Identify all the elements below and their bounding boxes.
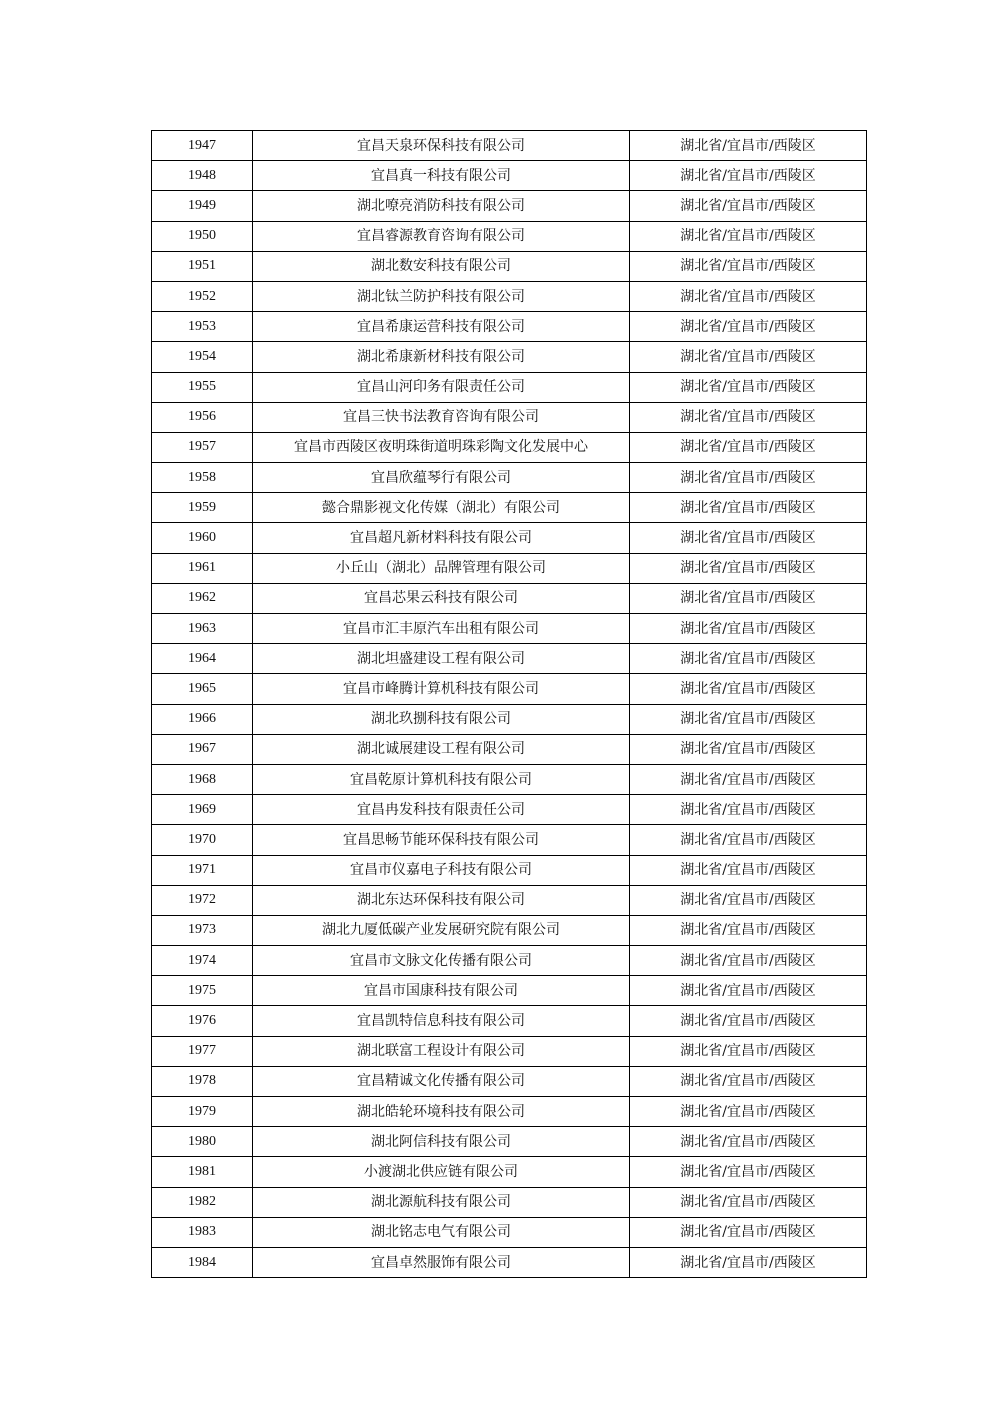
company-name-cell: 湖北玖捌科技有限公司	[253, 704, 630, 734]
row-number-cell: 1965	[152, 674, 253, 704]
company-name-cell: 宜昌思畅节能环保科技有限公司	[253, 825, 630, 855]
row-number-cell: 1964	[152, 644, 253, 674]
region-cell: 湖北省/宜昌市/西陵区	[630, 221, 867, 251]
region-cell: 湖北省/宜昌市/西陵区	[630, 432, 867, 462]
table-row	[152, 1006, 867, 1036]
table-row	[152, 674, 867, 704]
table-row	[152, 251, 867, 281]
region-cell: 湖北省/宜昌市/西陵区	[630, 463, 867, 493]
row-number-cell: 1955	[152, 372, 253, 402]
region-cell: 湖北省/宜昌市/西陵区	[630, 402, 867, 432]
table-row	[152, 1127, 867, 1157]
table-row	[152, 764, 867, 794]
region-cell: 湖北省/宜昌市/西陵区	[630, 674, 867, 704]
table-row	[152, 1187, 867, 1217]
company-name-cell: 宜昌市国康科技有限公司	[253, 976, 630, 1006]
company-list-body	[152, 131, 867, 1278]
company-name-cell: 宜昌市汇丰原汽车出租有限公司	[253, 614, 630, 644]
company-name-cell: 宜昌市峰腾计算机科技有限公司	[253, 674, 630, 704]
company-name-cell: 宜昌天泉环保科技有限公司	[253, 131, 630, 161]
table-row	[152, 131, 867, 161]
company-name-cell: 湖北铭志电气有限公司	[253, 1217, 630, 1247]
region-cell: 湖北省/宜昌市/西陵区	[630, 342, 867, 372]
region-cell: 湖北省/宜昌市/西陵区	[630, 493, 867, 523]
company-name-cell: 湖北坦盛建设工程有限公司	[253, 644, 630, 674]
table-row	[152, 795, 867, 825]
row-number-cell: 1980	[152, 1127, 253, 1157]
row-number-cell: 1973	[152, 915, 253, 945]
region-cell: 湖北省/宜昌市/西陵区	[630, 523, 867, 553]
row-number-cell: 1953	[152, 312, 253, 342]
row-number-cell: 1959	[152, 493, 253, 523]
company-name-cell: 宜昌乾原计算机科技有限公司	[253, 764, 630, 794]
region-cell: 湖北省/宜昌市/西陵区	[630, 372, 867, 402]
row-number-cell: 1950	[152, 221, 253, 251]
company-name-cell: 宜昌真一科技有限公司	[253, 161, 630, 191]
region-cell: 湖北省/宜昌市/西陵区	[630, 251, 867, 281]
company-name-cell: 湖北阿信科技有限公司	[253, 1127, 630, 1157]
company-name-cell: 湖北嘹亮消防科技有限公司	[253, 191, 630, 221]
region-cell: 湖北省/宜昌市/西陵区	[630, 855, 867, 885]
region-cell: 湖北省/宜昌市/西陵区	[630, 1097, 867, 1127]
row-number-cell: 1951	[152, 251, 253, 281]
company-name-cell: 宜昌凯特信息科技有限公司	[253, 1006, 630, 1036]
company-name-cell: 湖北数安科技有限公司	[253, 251, 630, 281]
region-cell: 湖北省/宜昌市/西陵区	[630, 1036, 867, 1066]
row-number-cell: 1970	[152, 825, 253, 855]
row-number-cell: 1974	[152, 946, 253, 976]
table-row	[152, 1217, 867, 1247]
region-cell: 湖北省/宜昌市/西陵区	[630, 614, 867, 644]
row-number-cell: 1969	[152, 795, 253, 825]
company-name-cell: 湖北源航科技有限公司	[253, 1187, 630, 1217]
table-row	[152, 312, 867, 342]
region-cell: 湖北省/宜昌市/西陵区	[630, 946, 867, 976]
region-cell: 湖北省/宜昌市/西陵区	[630, 1187, 867, 1217]
table-row	[152, 614, 867, 644]
table-row	[152, 946, 867, 976]
row-number-cell: 1981	[152, 1157, 253, 1187]
row-number-cell: 1982	[152, 1187, 253, 1217]
table-row	[152, 704, 867, 734]
company-list-table	[151, 130, 867, 1278]
table-row	[152, 1097, 867, 1127]
region-cell: 湖北省/宜昌市/西陵区	[630, 976, 867, 1006]
table-row	[152, 583, 867, 613]
company-name-cell: 宜昌冉发科技有限责任公司	[253, 795, 630, 825]
table-row	[152, 281, 867, 311]
company-name-cell: 宜昌山河印务有限责任公司	[253, 372, 630, 402]
row-number-cell: 1963	[152, 614, 253, 644]
company-name-cell: 宜昌希康运营科技有限公司	[253, 312, 630, 342]
table-row	[152, 191, 867, 221]
row-number-cell: 1975	[152, 976, 253, 1006]
table-row	[152, 644, 867, 674]
region-cell: 湖北省/宜昌市/西陵区	[630, 312, 867, 342]
table-row	[152, 885, 867, 915]
row-number-cell: 1957	[152, 432, 253, 462]
company-name-cell: 宜昌市仪嘉电子科技有限公司	[253, 855, 630, 885]
row-number-cell: 1960	[152, 523, 253, 553]
region-cell: 湖北省/宜昌市/西陵区	[630, 704, 867, 734]
region-cell: 湖北省/宜昌市/西陵区	[630, 191, 867, 221]
company-name-cell: 湖北东达环保科技有限公司	[253, 885, 630, 915]
table-row	[152, 342, 867, 372]
row-number-cell: 1968	[152, 764, 253, 794]
region-cell: 湖北省/宜昌市/西陵区	[630, 885, 867, 915]
table-row	[152, 855, 867, 885]
row-number-cell: 1983	[152, 1217, 253, 1247]
row-number-cell: 1977	[152, 1036, 253, 1066]
company-name-cell: 湖北诚展建设工程有限公司	[253, 734, 630, 764]
company-name-cell: 湖北希康新材科技有限公司	[253, 342, 630, 372]
table-row	[152, 915, 867, 945]
table-row	[152, 553, 867, 583]
row-number-cell: 1966	[152, 704, 253, 734]
region-cell: 湖北省/宜昌市/西陵区	[630, 1157, 867, 1187]
company-name-cell: 宜昌三快书法教育咨询有限公司	[253, 402, 630, 432]
table-row	[152, 1066, 867, 1096]
table-row	[152, 976, 867, 1006]
table-row	[152, 161, 867, 191]
region-cell: 湖北省/宜昌市/西陵区	[630, 553, 867, 583]
table-row	[152, 1157, 867, 1187]
row-number-cell: 1961	[152, 553, 253, 583]
row-number-cell: 1972	[152, 885, 253, 915]
row-number-cell: 1958	[152, 463, 253, 493]
region-cell: 湖北省/宜昌市/西陵区	[630, 734, 867, 764]
row-number-cell: 1979	[152, 1097, 253, 1127]
table-row	[152, 432, 867, 462]
row-number-cell: 1948	[152, 161, 253, 191]
company-name-cell: 宜昌欣蕴琴行有限公司	[253, 463, 630, 493]
company-name-cell: 小渡湖北供应链有限公司	[253, 1157, 630, 1187]
table-row	[152, 523, 867, 553]
region-cell: 湖北省/宜昌市/西陵区	[630, 1247, 867, 1277]
region-cell: 湖北省/宜昌市/西陵区	[630, 795, 867, 825]
table-row	[152, 463, 867, 493]
company-name-cell: 湖北皓轮环境科技有限公司	[253, 1097, 630, 1127]
company-name-cell: 湖北联富工程设计有限公司	[253, 1036, 630, 1066]
region-cell: 湖北省/宜昌市/西陵区	[630, 161, 867, 191]
row-number-cell: 1947	[152, 131, 253, 161]
company-name-cell: 宜昌芯果云科技有限公司	[253, 583, 630, 613]
region-cell: 湖北省/宜昌市/西陵区	[630, 281, 867, 311]
table-row	[152, 221, 867, 251]
row-number-cell: 1954	[152, 342, 253, 372]
company-name-cell: 懿合鼎影视文化传媒（湖北）有限公司	[253, 493, 630, 523]
company-name-cell: 宜昌市文脉文化传播有限公司	[253, 946, 630, 976]
table-row	[152, 1036, 867, 1066]
region-cell: 湖北省/宜昌市/西陵区	[630, 1006, 867, 1036]
row-number-cell: 1952	[152, 281, 253, 311]
region-cell: 湖北省/宜昌市/西陵区	[630, 131, 867, 161]
table-row	[152, 372, 867, 402]
region-cell: 湖北省/宜昌市/西陵区	[630, 583, 867, 613]
region-cell: 湖北省/宜昌市/西陵区	[630, 1217, 867, 1247]
row-number-cell: 1949	[152, 191, 253, 221]
company-name-cell: 宜昌睿源教育咨询有限公司	[253, 221, 630, 251]
row-number-cell: 1971	[152, 855, 253, 885]
company-name-cell: 宜昌精诚文化传播有限公司	[253, 1066, 630, 1096]
region-cell: 湖北省/宜昌市/西陵区	[630, 915, 867, 945]
company-name-cell: 小丘山（湖北）品牌管理有限公司	[253, 553, 630, 583]
table-row	[152, 825, 867, 855]
table-row	[152, 734, 867, 764]
row-number-cell: 1956	[152, 402, 253, 432]
row-number-cell: 1967	[152, 734, 253, 764]
row-number-cell: 1962	[152, 583, 253, 613]
region-cell: 湖北省/宜昌市/西陵区	[630, 1066, 867, 1096]
table-row	[152, 1247, 867, 1277]
table-row	[152, 402, 867, 432]
row-number-cell: 1978	[152, 1066, 253, 1096]
region-cell: 湖北省/宜昌市/西陵区	[630, 764, 867, 794]
company-name-cell: 宜昌卓然服饰有限公司	[253, 1247, 630, 1277]
table-row	[152, 493, 867, 523]
row-number-cell: 1984	[152, 1247, 253, 1277]
company-name-cell: 宜昌市西陵区夜明珠街道明珠彩陶文化发展中心	[253, 432, 630, 462]
company-name-cell: 宜昌超凡新材料科技有限公司	[253, 523, 630, 553]
row-number-cell: 1976	[152, 1006, 253, 1036]
region-cell: 湖北省/宜昌市/西陵区	[630, 825, 867, 855]
region-cell: 湖北省/宜昌市/西陵区	[630, 644, 867, 674]
company-name-cell: 湖北钛兰防护科技有限公司	[253, 281, 630, 311]
region-cell: 湖北省/宜昌市/西陵区	[630, 1127, 867, 1157]
company-name-cell: 湖北九厦低碳产业发展研究院有限公司	[253, 915, 630, 945]
